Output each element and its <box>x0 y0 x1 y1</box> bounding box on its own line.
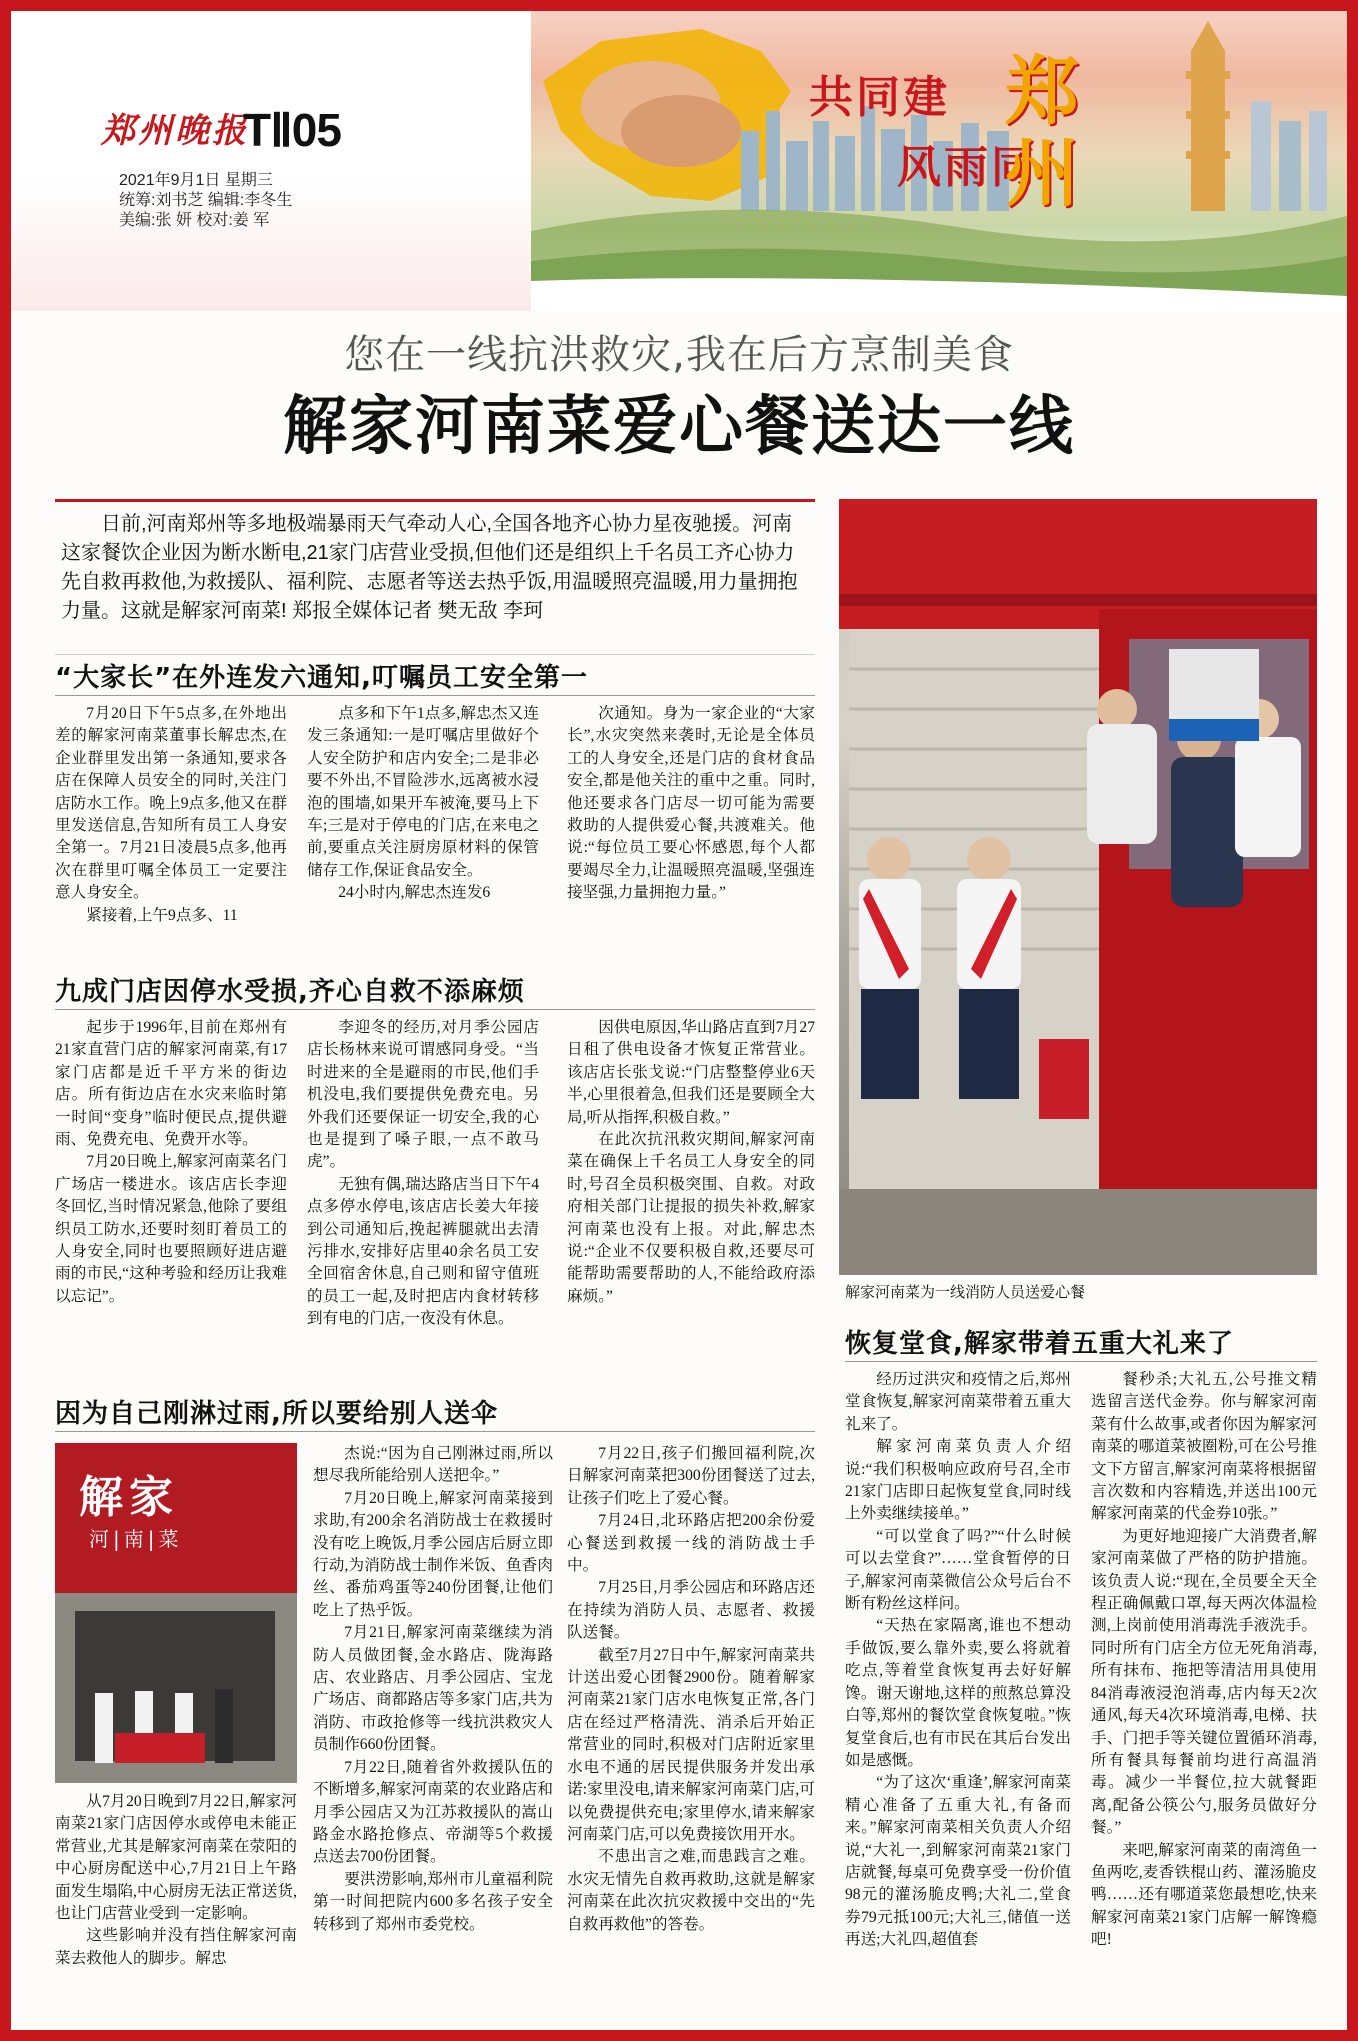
section1-rule <box>55 695 815 696</box>
article-subtitle: 您在一线抗洪救灾,我在后方烹制美食 <box>344 332 1014 378</box>
section2-rule <box>55 1009 815 1010</box>
paragraph: 从7月20日晚到7月22日,解家河南菜21家门店因停水或停电未能正常营业,尤其是解家河南菜在荥阳的中心厨房配送中心,7月21日上午路面发生塌陷,中心厨房无法正常送货,也让门店营业受到一定影响。 <box>55 1793 297 1923</box>
article-lead: 日前,河南郑州等多地极端暴雨天气牵动人心,全国各地齐心协力星夜驰援。河南这家餐饮企业因为断水断电,21家门店营业受损,但他们还是组织上千名员工齐心协力先自救再救他,为救援队、福利院、志愿者等送去热乎饭,用温暖照亮温暖,用力量拥抱力量。这就是解家河南菜! 郑报全媒体记者 樊无敌 李珂 <box>55 499 815 655</box>
paragraph: 截至7月27日中午,解家河南菜共计送出爱心团餐2900份。随着解家河南菜21家门店水电恢复正常,各门店在经过严格清洗、消杀后开始正常营业的同时,积极对门店附近家里水电不通的居民提供服务并发出承诺:家里没电,请来解家河南菜门店,可以免费提供充电;家里停水,请来解家河南菜门店,可以免费接饮用开水。 <box>567 1646 815 1843</box>
paragraph: 7月22日,随着省外救援队伍的不断增多,解家河南菜的农业路店和月季公园店又为江苏救援队的嵩山路金水路抢修点、帝湖等5个救援点送去700份团餐。 <box>313 1758 553 1866</box>
paragraph: 因供电原因,华山路店直到7月27日租了供电设备才恢复正常营业。该店店长张戈说:“门店整整停业6天半,心里很着急,但我们还是要顾全大局,听从指挥,积极自救。” <box>567 1019 815 1126</box>
section4-column-1 <box>845 1369 1071 2027</box>
paragraph: 点多和下午1点多,解忠杰又连发三条通知:一是叮嘱店里做好个人安全防护和店内安全;二是非必要不外出,不冒险涉水,远离被水浸泡的围墙,如果开车被淹,要马上下车;三是对于停电的门店,在来电之前,要重点关注厨房原材料的保管储存工作,保证食品安全。 <box>307 705 539 879</box>
section3-column-2 <box>313 1443 553 2027</box>
section1-column-1 <box>55 703 287 963</box>
storefront-sign: 解家 <box>79 1472 179 1523</box>
date-line: 2021年9月1日 星期三 <box>119 172 273 189</box>
section4-heading: 恢复堂食,解家带着五重大礼来了 <box>845 1329 1234 1359</box>
section1-column-3 <box>567 703 815 963</box>
section2-column-1 <box>55 1017 287 1383</box>
section2-column-3 <box>567 1017 815 1383</box>
section1-column-2 <box>307 703 539 963</box>
section2-column-2 <box>307 1017 539 1383</box>
paragraph: 杰说:“因为自己刚淋过雨,所以想尽我所能给别人送把伞。” <box>313 1445 553 1485</box>
section3-column-3 <box>567 1443 815 2027</box>
paragraph: 7月20日晚上,解家河南菜名门广场店一楼进水。该店店长李迎冬回忆,当时情况紧急,他除了要组织员工防水,还要时刻盯着员工的人身安全,同时也要照顾好进店避雨的市民,“这种考验和经历让我难以忘记”。 <box>55 1153 287 1305</box>
section1-heading: “大家长”在外连发六通知,叮嘱员工安全第一 <box>55 663 589 693</box>
section2-heading: 九成门店因停水受损,齐心自救不添麻烦 <box>55 977 525 1007</box>
slogan-big-characters <box>1005 51 1079 215</box>
paragraph: 24小时内,解忠杰连发6 <box>338 884 491 902</box>
slogan-line-1: 共同建 <box>809 72 950 123</box>
paragraph: 为更好地迎接广大消费者,解家河南菜做了严格的防护措施。该负责人说:“现在,全员要全天全程正确佩戴口罩,每天两次体温检测,上岗前使用消毒洗手液洗手。同时所有门店全方位无死角消毒,所有抹布、拖把等清洁用具使用84消毒液浸泡消毒,店内每天2次通风,每天4次环境消毒,电梯、扶手、门把手等关键位置循环消毒,所有餐具每餐前均进行高温消毒。减少一半餐位,拉大就餐距离,配备公筷公勺,服务员做好分餐。” <box>1091 1527 1317 1837</box>
slogan-big-1: 郑 <box>1005 49 1079 135</box>
section4-rule <box>845 1361 1317 1362</box>
section3-heading: 因为自己刚淋过雨,所以要给别人送伞 <box>55 1399 498 1429</box>
paragraph: 7月20日晚上,解家河南菜接到求助,有200余名消防战士在救援时没有吃上晚饭,月季公园店后厨立即行动,为消防战士制作米饭、鱼香肉丝、番茄鸡蛋等240份团餐,让他们吃上了热乎饭。 <box>313 1489 553 1619</box>
paragraph: 不患出言之难,而患践言之难。水灾无情先自救再救助,这就是解家河南菜在此次抗灾救援中交出的“先自救再救他”的答卷。 <box>567 1848 815 1933</box>
paragraph: 7月22日,孩子们搬回福利院,次日解家河南菜把300份团餐送了过去,让孩子们吃上了爱心餐。 <box>567 1445 815 1507</box>
paragraph: 7月25日,月季公园店和环路店还在持续为消防人员、志愿者、救援队送餐。 <box>567 1579 815 1642</box>
restaurant-storefront-photo <box>55 1443 297 1783</box>
section3-rule <box>55 1431 815 1432</box>
fire-truck-illustration <box>839 499 1317 1275</box>
paragraph: 7月24日,北环路店把200余份爱心餐送到救援一线的消防战士手中。 <box>567 1512 815 1575</box>
paragraph: 无独有偶,瑞达路店当日下午4点多停水停电,该店店长姜大年接到公司通知后,挽起裤腿就出去清污排水,安排好店里40余名员工安全回宿舍休息,自己则和留守值班的员工一起,及时把店内食材转移到有电的门店,一夜没有休息。 <box>307 1175 539 1328</box>
paragraph: 在此次抗汛救灾期间,解家河南菜在确保上千名员工人身安全的同时,号召全员积极突围、自救。对政府相关部门让提报的损失补救,解家河南菜也没有上报。对此,解忠杰说:“企业不仅要积极自救,还要尽可能帮助需要帮助的人,不能给政府添麻烦。” <box>567 1131 815 1305</box>
storefront-sign-sub: 河|南|菜 <box>89 1527 183 1551</box>
paragraph: “可以堂食了吗?”“什么时候可以去堂食?”……堂食暂停的日子,解家河南菜微信公众号后台不断有粉丝这样问。 <box>845 1527 1071 1613</box>
fire-truck-photo <box>839 499 1317 1275</box>
designers-line: 美编:张 妍 校对:姜 军 <box>119 212 270 229</box>
slogan-line-2: 风雨同 <box>897 142 1038 193</box>
paragraph: 要洪涝影响,郑州市儿童福利院第一时间把院内600多名孩子安全转移到了郑州市委党校。 <box>313 1870 553 1933</box>
paragraph: “为了这次‘重逢’,解家河南菜精心准备了五重大礼,有备而来。”解家河南菜相关负责人介绍说,“大礼一,到解家河南菜21家门店就餐,每桌可免费享受一份价值98元的灌汤脆皮鸭;大礼二,堂食券79元抵100元;大礼三,储值一送再送;大礼四,超值套 <box>845 1774 1071 1949</box>
paragraph: 这些影响并没有挡住解家河南菜去救他人的脚步。解忠 <box>55 1927 297 1967</box>
section4-column-2 <box>1091 1369 1317 2027</box>
paragraph: 7月21日,解家河南菜继续为消防人员做团餐,金水路店、陇海路店、农业路店、月季公园店、宝龙广场店、商都路店等多家门店,共为消防、市政抢修等一线抗洪救灾人员制作660份团餐。 <box>313 1624 553 1754</box>
paragraph: 经历过洪灾和疫情之后,郑州堂食恢复,解家河南菜带着五重大礼来了。 <box>845 1371 1071 1433</box>
paragraph: 李迎冬的经历,对月季公园店店长杨林来说可谓感同身受。“当时进来的全是避雨的市民,他们手机没电,我们要提供免费充电。另外我们还要保证一切安全,我的心也是提到了嗓子眼,一点不敢马虎”。 <box>307 1019 539 1171</box>
paragraph: 餐秒杀;大礼五,公号推文精选留言送代金券。你与解家河南菜有什么故事,或者你因为解家河南菜的哪道菜被圈粉,可在公号推文下方留言,解家河南菜将根据留言次数和内容精选,并送出100元解家河南菜的代金券10张。” <box>1091 1371 1317 1523</box>
page-edition-number: TⅡ05 <box>243 104 341 156</box>
paragraph: 解家河南菜负责人介绍说:“我们积极响应政府号召,全市21家门店即日起恢复堂食,同时线上外卖继续接单。” <box>845 1438 1071 1523</box>
newspaper-masthead: 郑州晚报 <box>101 111 249 151</box>
photo1-caption: 解家河南菜为一线消防人员送爱心餐 <box>845 1284 1086 1301</box>
article-headline: 解家河南菜爱心餐送达一线 <box>283 390 1075 464</box>
slogan-big-2: 州 <box>1005 131 1079 217</box>
paragraph: 7月20日下午5点多,在外地出差的解家河南菜董事长解忠杰,在企业群里发出第一条通知,要求各店在保障人员安全的同时,关注门店防水工作。晚上9点多,他又在群里发送信息,告知所有员工人身安全第一。7月21日凌晨5点多,他再次在群里叮嘱全体员工一定要注意人身安全。 <box>55 705 287 902</box>
paragraph: “天热在家隔离,谁也不想动手做饭,要么靠外卖,要么将就着吃点,等着堂食恢复再去好好解馋。谢天谢地,这样的煎熬总算没白等,郑州的餐饮堂食恢复啦。”恢复堂食后,也有市民在其后台发出如是感慨。 <box>845 1617 1071 1769</box>
paragraph: 起步于1996年,目前在郑州有21家直营门店的解家河南菜,有17家门店都是近千平方米的街边店。所有街边店在水灾来临时第一时间“变身”临时便民点,提供避雨、免费充电、免费开水等。 <box>55 1019 287 1149</box>
editors-line: 统筹:刘书芝 编辑:李冬生 <box>119 192 293 209</box>
paragraph: 次通知。身为一家企业的“大家长”,水灾突然来袭时,无论是全体员工的人身安全,还是门店的食材食品安全,都是他关注的重中之重。同时,他还要求各门店尽一切可能为需要救助的人提供爱心餐,共渡难关。他说:“每位员工要心怀感恩,每个人都要竭尽全力,让温暖照亮温暖,坚强连接坚强,力量拥抱力量。” <box>567 705 815 902</box>
paragraph: 来吧,解家河南菜的南湾鱼一鱼两吃,麦香铁棍山药、灌汤脆皮鸭……还有哪道菜您最想吃,快来解家河南菜21家门店解一解馋瘾吧! <box>1091 1841 1317 1949</box>
section3-column-1 <box>55 1791 297 2027</box>
paragraph: 紧接着,上午9点多、11 <box>86 906 238 924</box>
